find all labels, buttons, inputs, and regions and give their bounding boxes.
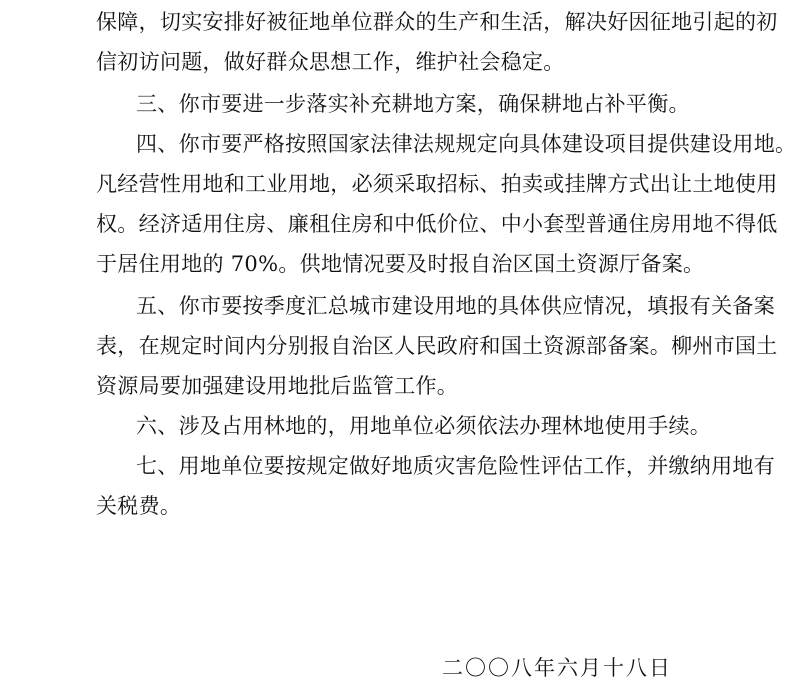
text-line-7: 于居住用地的 70%。供地情况要及时报自治区国土资源厅备案。 — [96, 252, 705, 276]
text-line-12: 七、用地单位要按规定做好地质灾害危险性评估工作，并缴纳用地有 — [136, 454, 775, 478]
text-line-11: 六、涉及占用林地的，用地单位必须依法办理林地使用手续。 — [136, 414, 712, 438]
document-date: 二〇〇八年六月十八日 — [442, 656, 672, 680]
text-line-2: 信初访问题，做好群众思想工作，维护社会稳定。 — [96, 50, 565, 74]
text-line-3: 三、你市要进一步落实补充耕地方案，确保耕地占补平衡。 — [136, 92, 690, 116]
text-line-9: 表，在规定时间内分别报自治区人民政府和国土资源部备案。柳州市国土 — [96, 334, 778, 358]
text-line-13: 关税费。 — [96, 494, 182, 518]
text-line-6: 权。经济适用住房、廉租住房和中低价位、中小套型普通住房用地不得低 — [96, 212, 778, 236]
text-line-5: 凡经营性用地和工业用地，必须采取招标、拍卖或挂牌方式出让土地使用 — [96, 172, 778, 196]
text-line-1: 保障，切实安排好被征地单位群众的生产和生活，解决好因征地引起的初 — [96, 10, 778, 34]
text-line-10: 资源局要加强建设用地批后监管工作。 — [96, 374, 459, 398]
text-line-4: 四、你市要严格按照国家法律法规规定向具体建设项目提供建设用地。 — [136, 132, 797, 156]
text-line-8: 五、你市要按季度汇总城市建设用地的具体供应情况，填报有关备案 — [136, 294, 775, 318]
